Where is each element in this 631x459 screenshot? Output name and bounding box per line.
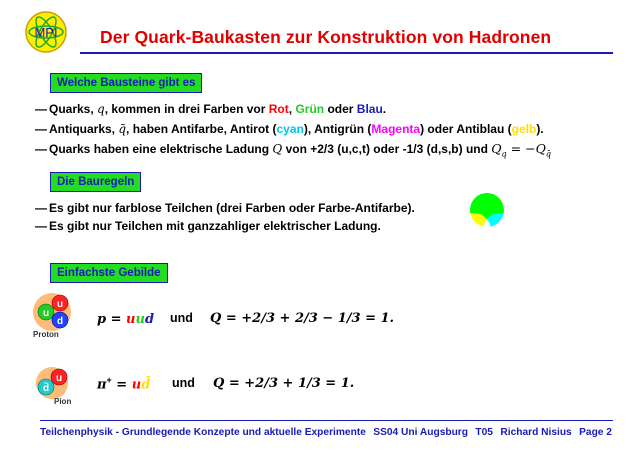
line-rule-ladung: — Es gibt nur Teilchen mit ganzzahliger elektrischer Ladung. [35,219,381,233]
bullet-dash: — [35,122,47,136]
proton-und: und [170,311,193,325]
pion-diagram [32,365,78,409]
bullet-dash: — [35,219,47,233]
footer [40,427,612,438]
svg-text:d: d [56,316,64,327]
svg-text:u: u [55,373,63,384]
pion-charge: Q = +2/3 + 1/3 = 1. [213,376,355,391]
footer-author: Richard Nisius [500,427,572,438]
math-Q: Q [272,142,283,156]
bullet-dash: — [35,142,47,156]
blue-circle [483,213,517,247]
bullet-dash: — [35,102,47,116]
proton-charge: Q = +2/3 + 2/3 − 1/3 = 1. [210,311,395,326]
footer-code: T05 [475,427,493,438]
mpi-logo [24,10,68,54]
proton-label: Proton [33,330,59,339]
math-q: q [97,102,105,116]
line-quarks: — Quarks, q, kommen in drei Farben vor Rot, Grün oder Blau. [35,102,387,116]
section-bausteine: Welche Bausteine gibt es [50,73,202,93]
pion-und: und [172,376,195,390]
color-mixing-diagram [452,190,522,252]
color-rot: Rot [268,102,289,116]
formula-charge-conjugation: $Q_q = -Q_{q̄}$ [491,141,551,159]
line-rule-farblos: — Es gibt nur farblose Teilchen (drei Farben oder Farbe-Antifarbe). [35,201,415,215]
svg-text:d̄: d̄ [42,383,50,394]
proton-diagram [30,292,78,342]
color-gelb: gelb [511,122,537,136]
atom-icon [24,10,68,54]
color-gruen: Grün [295,102,325,116]
section-gebilde: Einfachste Gebilde [50,263,168,283]
pion-label: Pion [54,397,72,406]
footer-course: Teilchenphysik - Grundlegende Konzepte und aktuelle Experimente [40,427,366,438]
line-antiquarks: — Antiquarks, q̄, haben Antifarbe, Antirot (cyan), Antigrün (Magenta) oder Antiblau (gelb). [35,122,544,136]
svg-text:u: u [42,308,50,319]
svg-text:u: u [56,299,64,310]
color-cyan: cyan [276,122,304,136]
footer-divider [40,420,613,421]
footer-term: SS04 Uni Augsburg [373,427,468,438]
color-blau: Blau [356,102,383,116]
section-regeln: Die Bauregeln [50,172,141,192]
logo-text: MPI [34,25,58,40]
color-magenta: Magenta [371,122,421,136]
proton-formula: p = uud [97,312,155,327]
pion-formula: π+ = ud̄ [97,375,151,393]
page-title: Der Quark-Baukasten zur Konstruktion von Hadronen [100,27,552,47]
math-qbar: q̄ [118,122,127,136]
footer-page: Page 2 [579,427,612,438]
line-ladung: — Quarks haben eine elektrische Ladung Q von +2/3 (u,c,t) oder -1/3 (d,s,b) und $Q_q = -Q_{q̄}$ [35,141,551,159]
bullet-dash: — [35,201,47,215]
title-divider [80,52,613,54]
